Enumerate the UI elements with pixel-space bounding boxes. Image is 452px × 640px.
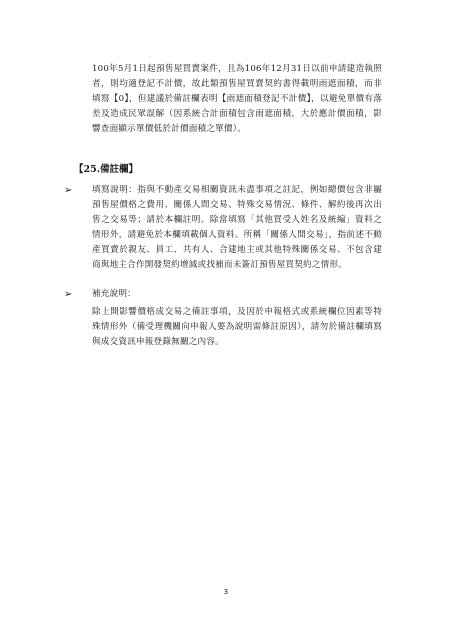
section-heading: 【25.備註欄】 [74, 164, 139, 175]
list-item-text: 填寫說明：指與不動產交易相關資訊未盡事項之註記，例如總價包含非屬預售屋價格之費用、關係人間交易、特殊交易情況、條件、解約後再次出售之交易等；請於本欄註明。除當填寫「其他買受人姓名及統編」資料之情形外，請避免於本欄填載個人資料。所稱「關係人間交易」，指前述不動產買賣於親友、員工、共有人、合建地主或其他特殊關係交易、不包含建商與地主合作開發契約增減或找補而未簽訂預售屋買契約之情形。 [92, 185, 382, 270]
supplement-text: 除上開影響價格成交易之備註事項，及因於申報格式或系統欄位因素等特殊情形外（備受理機關向申報人要為說明需條註原因），請勿於備註欄填寫與成交資訊申報登錄無關之內容。 [92, 307, 382, 347]
arrow-bullet-icon: ➢ [64, 185, 73, 196]
arrow-bullet-icon: ➢ [64, 289, 73, 300]
intro-paragraph: 100年5月1日起預售屋買賣案件，且為106年12月31日以前申請建造執照者，則均適登記不計價，故此類預售屋買賣契約書得載明雨遮面積，而非填寫【0】，但建議於備註欄表明【雨遮面積登記不計價】，以避免單價有落差及造成民眾誤解（因系統合計面積包含雨遮面積，大於應計價面積，影響查面顯示單價低於計價面積之單價）。 [92, 64, 382, 134]
page-number: 3 [223, 588, 229, 596]
list-item-text: 補充說明： [92, 289, 136, 299]
